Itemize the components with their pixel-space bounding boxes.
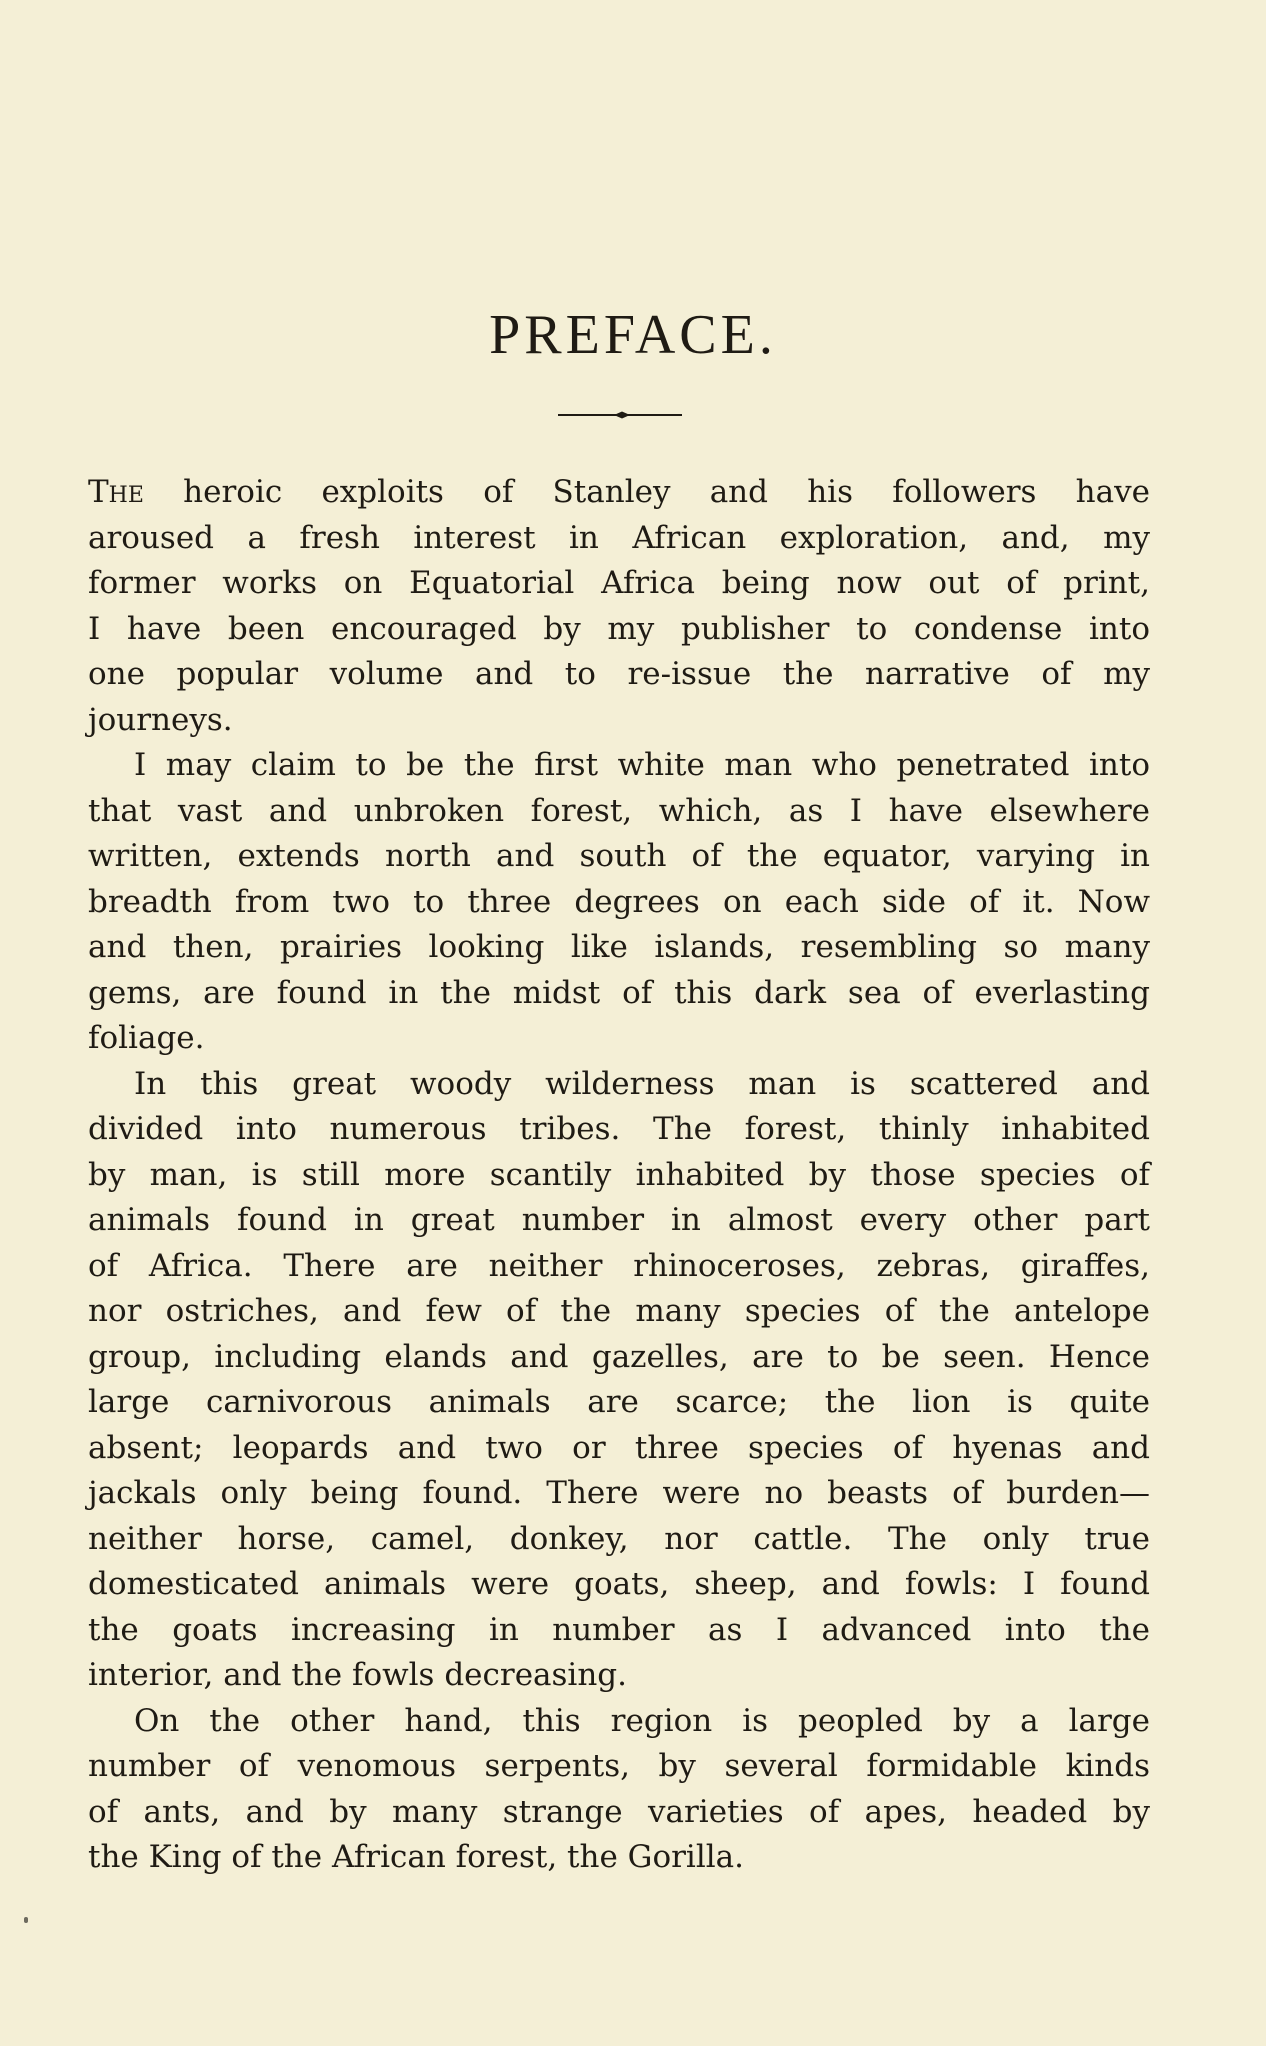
text-line: domesticated animals were goats, sheep, and fowls: I found — [88, 1566, 1150, 1602]
paragraph-4 — [88, 1699, 1150, 1881]
paragraph-3 — [88, 1062, 1150, 1699]
text-line: In this great woody wilderness man is scattered and — [134, 1065, 1150, 1102]
text-line: divided into numerous tribes. The forest, thinly inhabited — [88, 1111, 1150, 1147]
text-line: of Africa. There are neither rhinoceroses, zebras, giraffes, — [88, 1247, 1150, 1284]
paragraph-1 — [88, 470, 1150, 743]
text-line: written, extends north and south of the equator, varying in — [88, 838, 1150, 874]
title-rule-ornament — [558, 409, 682, 421]
text-line: former works on Equatorial Africa being now out of print, — [88, 565, 1150, 601]
text-line: of ants, and by many strange varieties of apes, headed by — [88, 1793, 1150, 1830]
text-line: number of venomous serpents, by several formidable kinds — [88, 1748, 1150, 1784]
preface-body — [88, 470, 1150, 1881]
text-line: The heroic exploits of Stanley and his followers have — [88, 474, 1150, 510]
text-line: the King of the African forest, the Gorilla. — [88, 1839, 745, 1875]
text-line: aroused a fresh interest in African exploration, and, my — [88, 519, 1150, 556]
text-line: by man, is still more scantily inhabited by those species of — [88, 1156, 1150, 1193]
text-line: On the other hand, this region is peopled by a large — [134, 1702, 1150, 1739]
text-line: that vast and unbroken forest, which, as I have elsewhere — [88, 792, 1150, 829]
text-line: I have been encouraged by my publisher to condense into — [88, 610, 1150, 647]
text-line: interior, and the fowls decreasing. — [88, 1657, 628, 1693]
text-line: gems, are found in the midst of this dark sea of everlasting — [88, 974, 1150, 1011]
text-line: animals found in great number in almost every other part — [88, 1202, 1150, 1238]
text-line: I may claim to be the first white man who penetrated into — [134, 747, 1150, 783]
text-line: and then, prairies looking like islands, resembling so many — [88, 929, 1150, 965]
text-line: group, including elands and gazelles, are to be seen. Hence — [88, 1338, 1150, 1375]
text-line: journeys. — [88, 701, 233, 738]
text-line: neither horse, camel, donkey, nor cattle. The only true — [88, 1520, 1150, 1557]
ink-speck — [24, 1917, 28, 1923]
drop-word: The — [88, 474, 144, 510]
page-title: PREFACE. — [489, 304, 777, 366]
text-line: one popular volume and to re-issue the narrative of my — [88, 656, 1150, 692]
text-line: large carnivorous animals are scarce; the lion is quite — [88, 1384, 1150, 1420]
text-line: the goats increasing in number as I advanced into the — [88, 1611, 1150, 1648]
text-line: absent; leopards and two or three species of hyenas and — [88, 1429, 1150, 1466]
text-line: jackals only being found. There were no beasts of burden— — [88, 1475, 1150, 1511]
paragraph-2 — [88, 743, 1150, 1062]
text-line: nor ostriches, and few of the many species of the antelope — [88, 1293, 1150, 1329]
text-line: foliage. — [88, 1020, 205, 1056]
text-line: breadth from two to three degrees on each side of it. Now — [88, 883, 1150, 920]
